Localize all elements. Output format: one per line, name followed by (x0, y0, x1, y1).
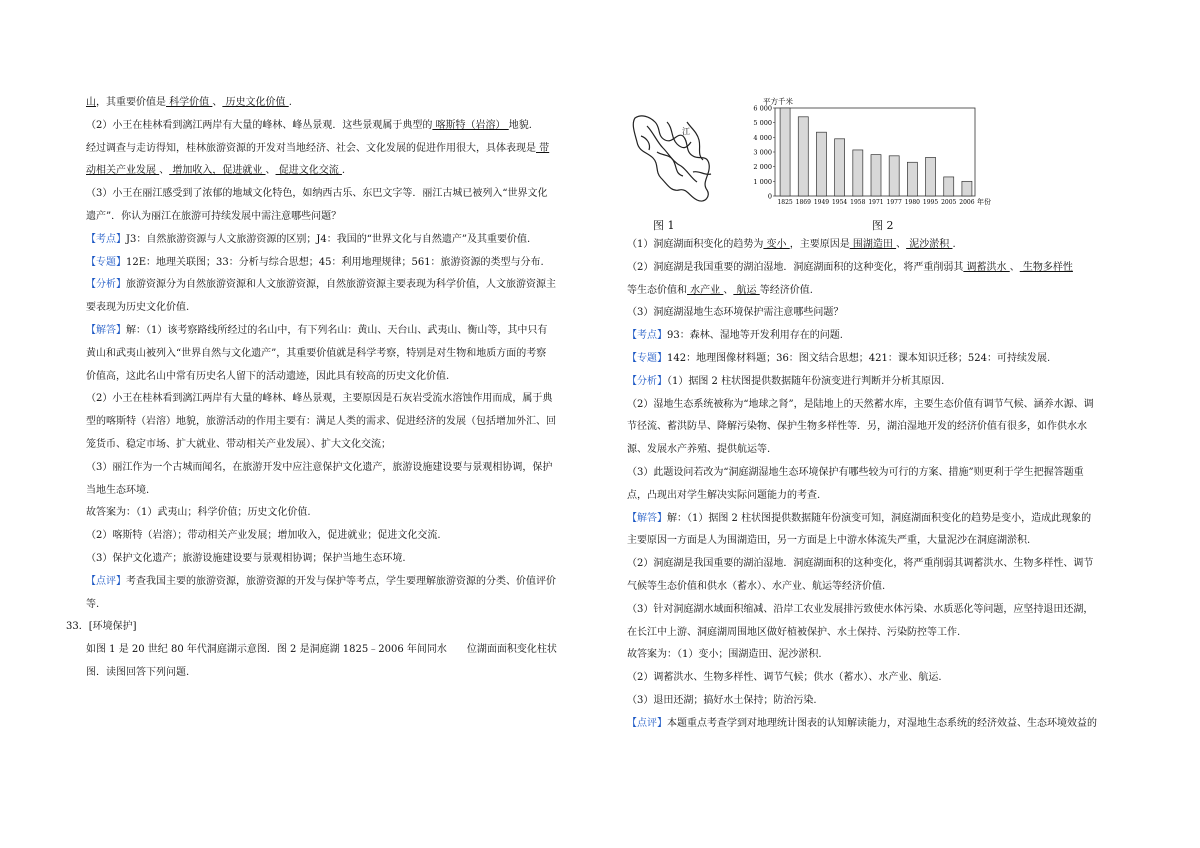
figure-2-bar-chart (737, 92, 991, 212)
answer-blank: 山 (86, 97, 96, 108)
text-line (66, 616, 591, 639)
answer-blank: 促进文化交流 (275, 165, 342, 177)
text-span: 解：（1）据图 2 柱状图提供数据随年份演变可知，洞庭湖面积变化的趋势是变小，造成此现象的 (667, 512, 1092, 524)
answer-blank: 喀斯特（岩溶） (432, 119, 509, 131)
section-tag: 【点评】 (627, 717, 667, 729)
x-tick-label: 1995 (922, 199, 939, 206)
figure-1-label: 图 1 (653, 219, 675, 232)
x-tick-label: 1825 (777, 199, 793, 206)
map-label: 江 (682, 127, 690, 136)
x-axis-label: 年份 (977, 198, 991, 206)
answer-blank: 围湖造田 (849, 239, 897, 250)
y-tick-label: 4 000 (753, 133, 772, 142)
text-span: （2）调蓄洪水、生物多样性、调节气候；供水（蓄水）、水产业、航运. (627, 672, 942, 684)
text-span: ，其重要价值是 (96, 97, 166, 108)
text-span: （3）此题设问若改为“洞庭湖湿地生态环境保护有哪些较为可行的方案、措施”则更利于学生把握答题重 (627, 466, 1084, 478)
left-column (66, 92, 591, 685)
text-line (627, 394, 1132, 417)
text-span: 遗产”．你认为丽江在旅游可持续发展中需注意哪些问题？ (86, 210, 342, 222)
bar (907, 162, 917, 196)
x-tick-label: 2005 (941, 199, 957, 206)
text-span: （3）小王在丽江感受到了浓郁的地域文化特色，如纳西古乐、东巴文字等．丽江古城已被列入“世界文化 (86, 188, 548, 200)
text-span: 在长江中上游、洞庭湖周围地区做好植被保护、水土保持、污染防控等工作. (627, 626, 961, 638)
text-span: 本题重点考查学到对地理统计图表的认知解读能力，对湿地生态系统的经济效益、生态环境效益的 (667, 717, 1097, 729)
text-span: （1）洞庭湖面积变化的趋势为 (627, 239, 764, 250)
text-span: J3：自然旅游资源与人文旅游资源的区别；J4：我国的“世界文化与自然遗产”及其重要价值. (126, 233, 531, 245)
bar (816, 132, 826, 196)
x-tick-label: 1958 (850, 199, 866, 206)
text-span: 、 (896, 239, 907, 250)
text-span: 气候等生态价值和供水（蓄水）、水产业、航运等经济价值. (627, 580, 886, 592)
text-line (627, 416, 1132, 439)
text-span: 、 (212, 97, 223, 108)
y-tick-label: 5 000 (753, 119, 772, 128)
text-line (627, 622, 1132, 645)
text-line (627, 599, 1132, 622)
answer-blank: 增加收入，促进就业 (169, 165, 266, 177)
text-line (86, 366, 591, 389)
text-line (86, 480, 591, 503)
text-line (86, 639, 591, 662)
answer-blank: 带 (536, 142, 550, 154)
text-span: 故答案为：（1）武夷山；科学价值；历史文化价值. (86, 507, 311, 519)
text-span: （1）据图 2 柱状图提供数据随年份演变进行判断并分析其原因. (667, 375, 945, 387)
text-span: 价值高，这此名山中常有历史名人留下的活动遗迹，因此具有较高的历史文化价值. (86, 370, 450, 382)
text-span: （3）退田还湖；搞好水土保持；防治污染. (627, 694, 817, 706)
text-span: （2）洞庭湖是我国重要的湖泊湿地．洞庭湖面积的这种变化，将严重削弱其调蓄洪水、生物多样性、调节 (627, 558, 1094, 570)
text-line (627, 462, 1132, 485)
text-line (86, 138, 591, 161)
figure-area (627, 92, 991, 232)
bar (889, 156, 899, 196)
section-tag: 【分析】 (627, 375, 667, 387)
text-line (627, 576, 1132, 599)
text-span: 、 (1009, 261, 1020, 273)
text-line (86, 274, 591, 297)
text-span: 、 (723, 284, 734, 296)
text-span: 点，凸现出对学生解决实际问题能力的考查. (627, 489, 821, 501)
bar (926, 157, 936, 196)
text-span: 解：（1）该考察路线所经过的名山中，有下列名山：黄山、天台山、武夷山、衡山等，其中只有 (126, 324, 548, 336)
text-line (86, 434, 591, 457)
text-line (86, 343, 591, 366)
text-line (627, 508, 1132, 531)
text-span: （3）针对洞庭湖水域面积缩减、沿岸工农业发展排污致使水体污染、水质恶化等问题，应坚持退田还湖， (627, 603, 1094, 615)
text-span: . (952, 239, 956, 250)
text-line (86, 206, 591, 229)
text-span: （2）小王在桂林看到漓江两岸有大量的峰林、峰丛景观，主要原因是石灰岩受流水溶蚀作用而成，属于典 (86, 393, 553, 405)
y-tick-label: 0 (767, 192, 772, 201)
lake-outline (633, 116, 711, 201)
text-line (627, 257, 1132, 280)
bar (944, 177, 954, 196)
text-span: 要表现为历史文化价值. (86, 302, 190, 314)
text-span: 等生态价值和 (627, 284, 687, 296)
answer-blank: 生物多样性 (1019, 261, 1073, 273)
answer-blank: 水产业 (687, 284, 724, 296)
text-line (86, 183, 591, 206)
answer-blank: 动相关产业发展 (86, 165, 160, 177)
text-line (86, 525, 591, 548)
text-span: 图．读图回答下列问题. (86, 666, 190, 678)
y-axis-label: 平方千米 (763, 97, 793, 106)
text-span: . (341, 165, 346, 177)
text-line (627, 302, 1132, 325)
text-line (627, 644, 1132, 667)
text-line (627, 325, 1132, 348)
text-line (86, 594, 591, 617)
x-tick-label: 1971 (868, 199, 884, 206)
text-span: （3）洞庭湖湿地生态环境保护需注意哪些问题？ (627, 307, 844, 319)
text-span: 地貌. (508, 119, 532, 131)
text-span: 经过调查与走访得知，桂林旅游资源的开发对当地经济、社会、文化发展的促进作用很大，具体表现是 (86, 142, 536, 154)
text-span: 黄山和武夷山被列入“世界自然与文化遗产”，其重要价值就是科学考察，特别是对生物和地质方面的考察 (86, 347, 547, 359)
text-span: 142：地理图像材料题；36：图文结合思想；421：课本知识迁移；524：可持续发展. (667, 352, 1051, 364)
text-span: 型的喀斯特（岩溶）地貌，旅游活动的作用主要有：满足人类的需求、促进经济的发展（包括增加外汇、回 (86, 416, 556, 428)
text-span: 93：森林、湿地等开发利用存在的问题. (667, 330, 843, 342)
text-line (86, 115, 591, 138)
answer-blank: 历史文化价值 (222, 97, 289, 108)
x-tick-label: 1980 (904, 199, 921, 206)
bar (871, 155, 881, 196)
x-tick-label: 1949 (813, 199, 830, 206)
text-line (627, 667, 1132, 690)
bar (780, 108, 790, 196)
text-line (627, 234, 1132, 257)
text-span: . (288, 97, 292, 108)
section-tag: 【考点】 (627, 330, 667, 342)
text-line (627, 439, 1132, 462)
text-line (86, 388, 591, 411)
section-tag: 【专题】 (627, 352, 667, 364)
answer-blank: 调蓄洪水 (963, 261, 1010, 273)
text-line (627, 485, 1132, 508)
figure-2-label: 图 2 (872, 219, 894, 232)
section-tag: 【解答】 (627, 512, 667, 524)
section-tag: 【分析】 (86, 279, 126, 291)
text-span: （3）保护文化遗产；旅游设施建设要与景观相协调；保护当地生态环境. (86, 552, 406, 564)
text-span: 如图 1 是 20 世纪 80 年代洞庭湖示意图．图 2 是洞庭湖 1825﹣2006 年间同水 位湖面面积变化柱状 (86, 644, 557, 656)
y-tick-label: 1 000 (753, 177, 772, 186)
text-line (86, 502, 591, 525)
text-span: 等经济价值. (759, 284, 813, 296)
text-span: （2）湿地生态系统被称为“地球之肾”，是陆地上的天然蓄水库，主要生态价值有调节气候、涵养水源、调 (627, 398, 1094, 410)
text-line (86, 92, 591, 115)
text-span: 笼货币、稳定市场、扩大就业、带动相关产业发展）、扩大文化交流； (86, 438, 391, 450)
answer-blank: 科学价值 (166, 97, 213, 108)
text-span: 12E：地理关联图；33：分析与综合思想；45：利用地理规律；561：旅游资源的类型与分布. (126, 256, 544, 268)
y-tick-label: 2 000 (753, 163, 772, 172)
section-tag: 【点评】 (86, 575, 126, 587)
text-line (627, 280, 1132, 303)
bar (962, 181, 972, 196)
x-tick-label: 1954 (831, 199, 848, 206)
section-tag: 【专题】 (86, 256, 126, 268)
bar (835, 139, 845, 196)
section-tag: 【解答】 (86, 324, 126, 336)
y-tick-label: 3 000 (753, 148, 772, 157)
text-line (627, 713, 1132, 736)
answer-blank: 航运 (733, 284, 760, 296)
text-span: 源、发展水产养殖、提供航运等. (627, 444, 771, 456)
text-span: 当地生态环境. (86, 484, 150, 496)
text-line (627, 530, 1132, 553)
bar (853, 150, 863, 196)
text-line (627, 690, 1132, 713)
text-line (86, 571, 591, 594)
bar (798, 117, 808, 196)
text-line (86, 548, 591, 571)
text-line (627, 553, 1132, 576)
text-line (86, 297, 591, 320)
text-line (86, 320, 591, 343)
text-line (627, 348, 1132, 371)
text-span: 、 (159, 165, 170, 177)
text-line (86, 662, 591, 685)
text-span: ，主要原因是 (789, 239, 850, 250)
text-span: 旅游资源分为自然旅游资源和人文旅游资源，自然旅游资源主要表现为科学价值，人文旅游资源主 (126, 279, 556, 291)
text-span: 节径流、蓄洪防旱、降解污染物、保护生物多样性等．另，湖泊湿地开发的经济价值有很多，如作供水水 (627, 421, 1087, 433)
text-line (86, 457, 591, 480)
answer-blank: 变小 (763, 239, 790, 250)
text-span: （2）小王在桂林看到漓江两岸有大量的峰林、峰丛景观．这些景观属于典型的 (86, 119, 433, 131)
text-line (86, 229, 591, 252)
text-span: 主要原因一方面是人为围湖造田，另一方面是上中游水体流失严重，大量泥沙在洞庭湖淤积. (627, 535, 1031, 547)
text-line (86, 411, 591, 434)
text-span: （3）丽江作为一个古城而闻名，在旅游开发中应注意保护文化遗产，旅游设施建设要与景观相协调，保护 (86, 461, 553, 473)
text-line (86, 252, 591, 275)
text-line (86, 160, 591, 183)
y-tick-label: 6 000 (753, 104, 772, 113)
x-tick-label: 1977 (886, 199, 902, 206)
text-line (627, 371, 1132, 394)
text-span: 等. (86, 598, 100, 610)
text-span: （2）洞庭湖是我国重要的湖泊湿地．洞庭湖面积的这种变化，将严重削弱其 (627, 261, 964, 273)
x-tick-label: 1869 (795, 199, 811, 206)
answer-blank: 泥沙淤积 (906, 239, 953, 250)
text-span: 33．[环境保护] (66, 621, 137, 633)
text-span: 、 (265, 165, 276, 177)
text-span: 考查我国主要的旅游资源，旅游资源的开发与保护等考点，学生要理解旅游资源的分类、价值评价 (126, 575, 556, 587)
x-tick-label: 2006 (959, 199, 975, 206)
section-tag: 【考点】 (86, 233, 126, 245)
right-column (627, 234, 1132, 736)
text-span: （2）喀斯特（岩溶）；带动相关产业发展；增加收入，促进就业；促进文化交流. (86, 530, 441, 542)
text-span: 故答案为：（1）变小；围湖造田、泥沙淤积. (627, 649, 822, 661)
